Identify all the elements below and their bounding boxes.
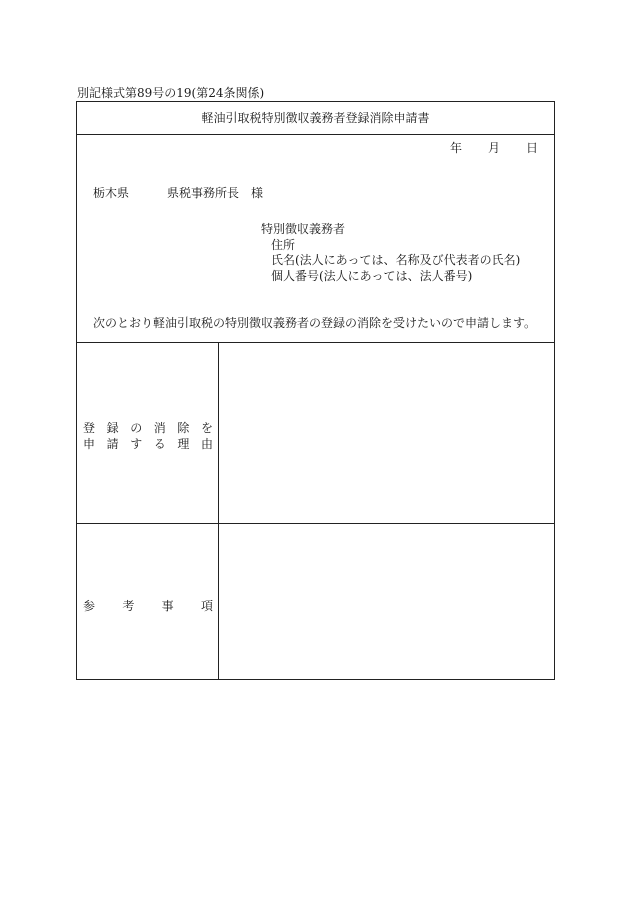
reason-input-area[interactable] — [219, 343, 554, 523]
reason-char: 請 — [106, 437, 119, 451]
addressee — [93, 184, 263, 201]
addressee-honorific: 様 — [251, 186, 264, 200]
date-day: 日 — [525, 141, 538, 155]
notes-char: 考 — [122, 599, 135, 613]
reason-char: す — [130, 437, 143, 451]
addressee-prefecture: 栃木県 — [93, 186, 130, 200]
request-statement: 次のとおり軽油引取税の特別徴収義務者の登録の消除を受けたいので申請します。 — [93, 316, 537, 330]
date-year: 年 — [449, 141, 462, 155]
reason-char: る — [153, 437, 166, 451]
addressee-office: 県税事務所長 — [167, 186, 240, 200]
notes-section — [77, 523, 554, 679]
obligor-block — [261, 222, 520, 284]
reason-char: 除 — [177, 421, 190, 435]
form-label: 別記様式第89号の19(第24条関係) — [77, 86, 265, 100]
notes-input-area[interactable] — [219, 524, 554, 679]
date-line — [450, 139, 538, 156]
notes-char: 事 — [161, 599, 174, 613]
reason-char: 由 — [200, 437, 213, 451]
reason-char: 申 — [83, 437, 96, 451]
obligor-number-label: 個人番号(法人にあっては、法人番号) — [271, 268, 473, 283]
notes-char: 項 — [200, 599, 213, 613]
reason-label-line2 — [83, 435, 213, 452]
notes-label — [83, 597, 213, 614]
reason-char: 録 — [106, 421, 119, 435]
notes-char: 参 — [83, 599, 96, 613]
obligor-name-label: 氏名(法人にあっては、名称及び代表者の氏名) — [271, 253, 521, 267]
notes-label-cell — [77, 524, 219, 679]
reason-section — [77, 342, 554, 523]
reason-label-cell — [77, 343, 219, 523]
form-title: 軽油引取税特別徴収義務者登録消除申請書 — [77, 102, 554, 135]
obligor-heading: 特別徴収義務者 — [261, 222, 346, 236]
reason-char: の — [130, 421, 143, 435]
date-month: 月 — [487, 141, 500, 155]
reason-char: 理 — [177, 437, 190, 451]
reason-label-line1 — [83, 419, 213, 436]
reason-char: を — [200, 421, 213, 435]
reason-char: 登 — [83, 421, 96, 435]
reason-char: 消 — [153, 421, 166, 435]
application-form — [76, 101, 555, 680]
obligor-address-label: 住所 — [271, 237, 296, 252]
